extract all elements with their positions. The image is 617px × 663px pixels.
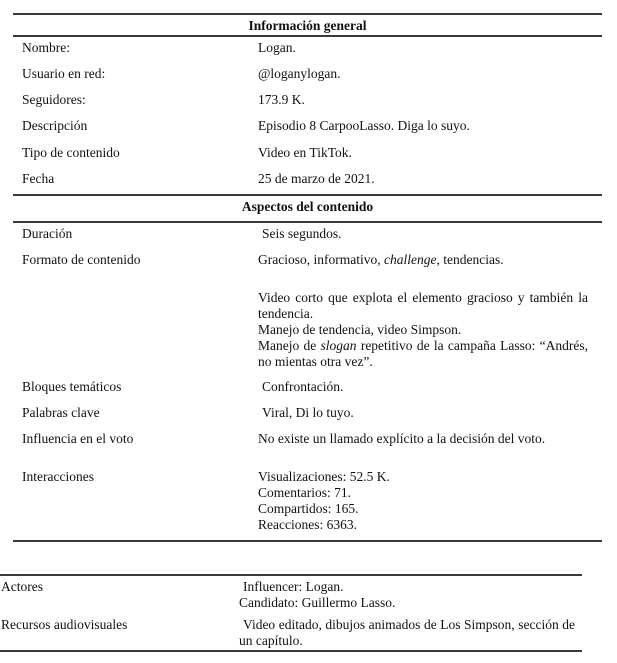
row-value-bloques: Confrontación.	[262, 379, 344, 394]
row-value-visualizaciones: Visualizaciones: 52.5 K.	[258, 469, 390, 484]
row-value-candidato: Candidato: Guillermo Lasso.	[239, 595, 396, 610]
row-value-descripcion: Episodio 8 CarpooLasso. Diga lo suyo.	[258, 118, 470, 133]
row-value-usuario: @loganylogan.	[258, 66, 341, 81]
row-label-tipo: Tipo de contenido	[22, 145, 120, 160]
header-rule-2	[13, 221, 602, 223]
formato-emphasis: slogan	[320, 338, 357, 353]
row-label-usuario: Usuario en red:	[22, 66, 106, 81]
formato-text: Gracioso, informativo,	[258, 252, 384, 267]
section-title-content: Aspectos del contenido	[241, 199, 374, 214]
section-rule	[13, 194, 602, 196]
row-value-palabras: Viral, Di lo tuyo.	[262, 405, 354, 420]
row-value-recursos: Video editado, dibujos animados de Los Simpson, sección de un capítulo.	[239, 617, 575, 648]
formato-text: Manejo de	[258, 338, 321, 353]
table2-bottom-rule	[0, 650, 582, 652]
row-label-formato: Formato de contenido	[22, 252, 141, 267]
row-label-interacciones: Interacciones	[22, 469, 94, 484]
row-label-fecha: Fecha	[22, 171, 55, 186]
row-label-influencia: Influencia en el voto	[22, 431, 134, 446]
row-value-comentarios: Comentarios: 71.	[258, 485, 351, 500]
section-title-general: Información general	[248, 18, 367, 33]
row-value-influencer: Influencer: Logan.	[243, 579, 344, 594]
formato-text: repetitivo de la campaña Lasso: “Andrés, no mientas otra vez”.	[258, 338, 588, 369]
row-value-reacciones: Reacciones: 6363.	[258, 517, 357, 532]
row-value-formato-line1	[258, 252, 504, 268]
table-bottom-rule	[13, 540, 602, 542]
row-value-formato-para3	[258, 338, 588, 370]
formato-text: , tendencias.	[436, 252, 504, 267]
row-value-formato-para1: Video corto que explota el elemento gracioso y también la tendencia.	[258, 290, 588, 321]
row-label-duracion: Duración	[22, 226, 73, 241]
row-label-actores: Actores	[1, 579, 43, 594]
header-rule	[13, 35, 602, 37]
row-label-nombre: Nombre:	[22, 40, 70, 55]
row-value-influencia: No existe un llamado explícito a la decisión del voto.	[258, 431, 546, 446]
row-value-fecha: 25 de marzo de 2021.	[258, 171, 375, 186]
row-value-nombre: Logan.	[258, 40, 296, 55]
table-top-rule	[13, 13, 602, 15]
row-label-bloques: Bloques temáticos	[22, 379, 122, 394]
formato-emphasis: challenge	[383, 252, 437, 267]
row-value-compartidos: Compartidos: 165.	[258, 501, 359, 516]
row-label-recursos: Recursos audiovisuales	[1, 617, 128, 632]
row-label-palabras: Palabras clave	[22, 405, 100, 420]
row-label-seguidores: Seguidores:	[22, 92, 86, 107]
row-value-tipo: Video en TikTok.	[258, 145, 352, 160]
row-label-descripcion: Descripción	[22, 118, 88, 133]
row-value-duracion: Seis segundos.	[262, 226, 342, 241]
row-value-seguidores: 173.9 K.	[258, 92, 305, 107]
row-value-formato-para2: Manejo de tendencia, video Simpson.	[258, 322, 462, 337]
table2-top-rule	[0, 574, 582, 576]
